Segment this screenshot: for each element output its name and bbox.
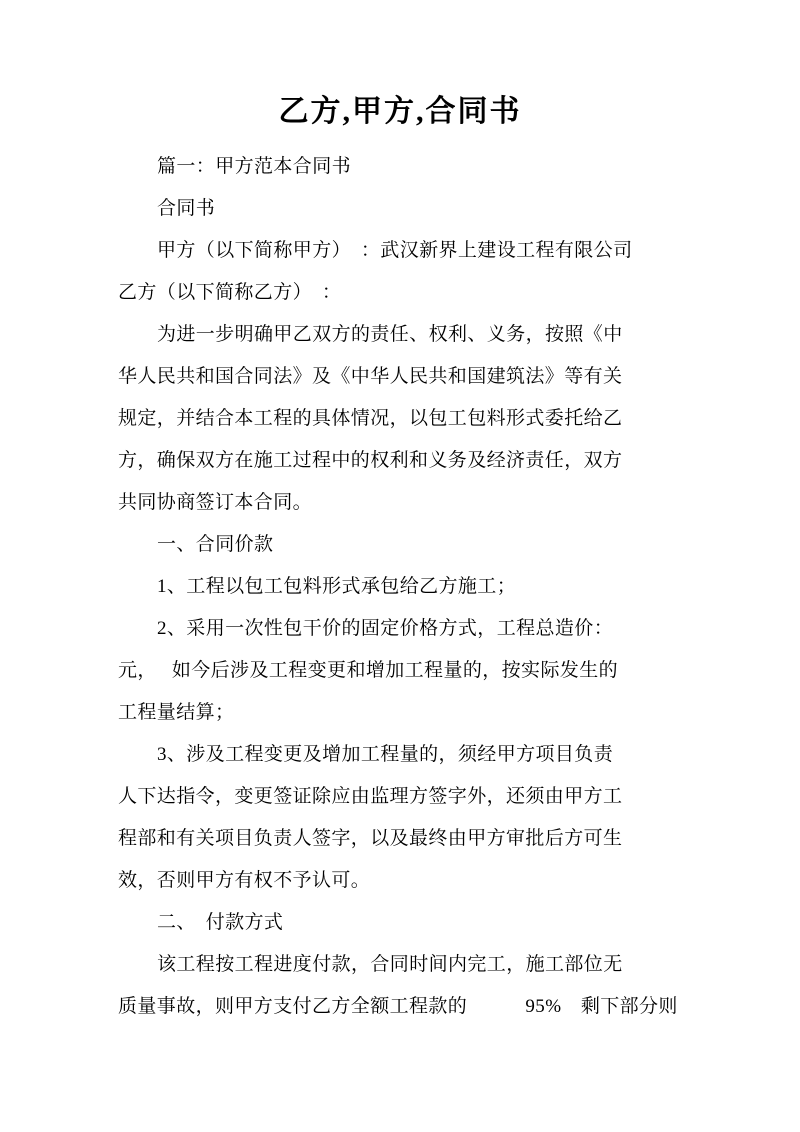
document-line: 程部和有关项目负责人签字，以及最终由甲方审批后方可生 (118, 828, 623, 849)
document-line: 该工程按工程进度付款，合同时间内完工，施工部位无 (157, 954, 623, 975)
document-body (118, 146, 678, 1028)
document-line: 为进一步明确甲乙双方的责任、权利、义务，按照《中 (157, 324, 623, 345)
document-line: 乙方（以下简称乙方） ： (118, 282, 342, 303)
document-title: 乙方,甲方,合同书 (278, 95, 522, 128)
document-line: 方，确保双方在施工过程中的权利和义务及经济责任，双方 (118, 450, 623, 471)
document-line: 工程量结算； (118, 702, 235, 723)
document-line: 元， 如今后涉及工程变更和增加工程量的，按实际发生的 (118, 660, 619, 681)
document-line: 效，否则甲方有权不予认可。 (118, 870, 371, 891)
document-line: 甲方（以下简称甲方） ：武汉新界上建设工程有限公司 (157, 240, 633, 261)
document-line: 规定，并结合本工程的具体情况，以包工包料形式委托给乙 (118, 408, 623, 429)
document-line: 1、工程以包工包料形式承包给乙方施工； (157, 576, 517, 597)
document-line: 3、涉及工程变更及增加工程量的，须经甲方项目负责 (157, 744, 614, 765)
document-line: 质量事故，则甲方支付乙方全额工程款的 95% 剩下部分则 (118, 996, 678, 1017)
document-line: 华人民共和国合同法》及《中华人民共和国建筑法》等有关 (118, 366, 623, 387)
document-line: 人下达指令，变更签证除应由监理方签字外，还须由甲方工 (118, 786, 623, 807)
document-line: 2、采用一次性包干价的固定价格方式，工程总造价： (157, 618, 614, 639)
document-line: 合同书 (157, 198, 216, 219)
document-line: 一、合同价款 (157, 534, 274, 555)
document-line: 共同协商签订本合同。 (118, 492, 313, 513)
document-line: 二、 付款方式 (157, 912, 284, 933)
document-line: 篇一：甲方范本合同书 (157, 156, 352, 177)
